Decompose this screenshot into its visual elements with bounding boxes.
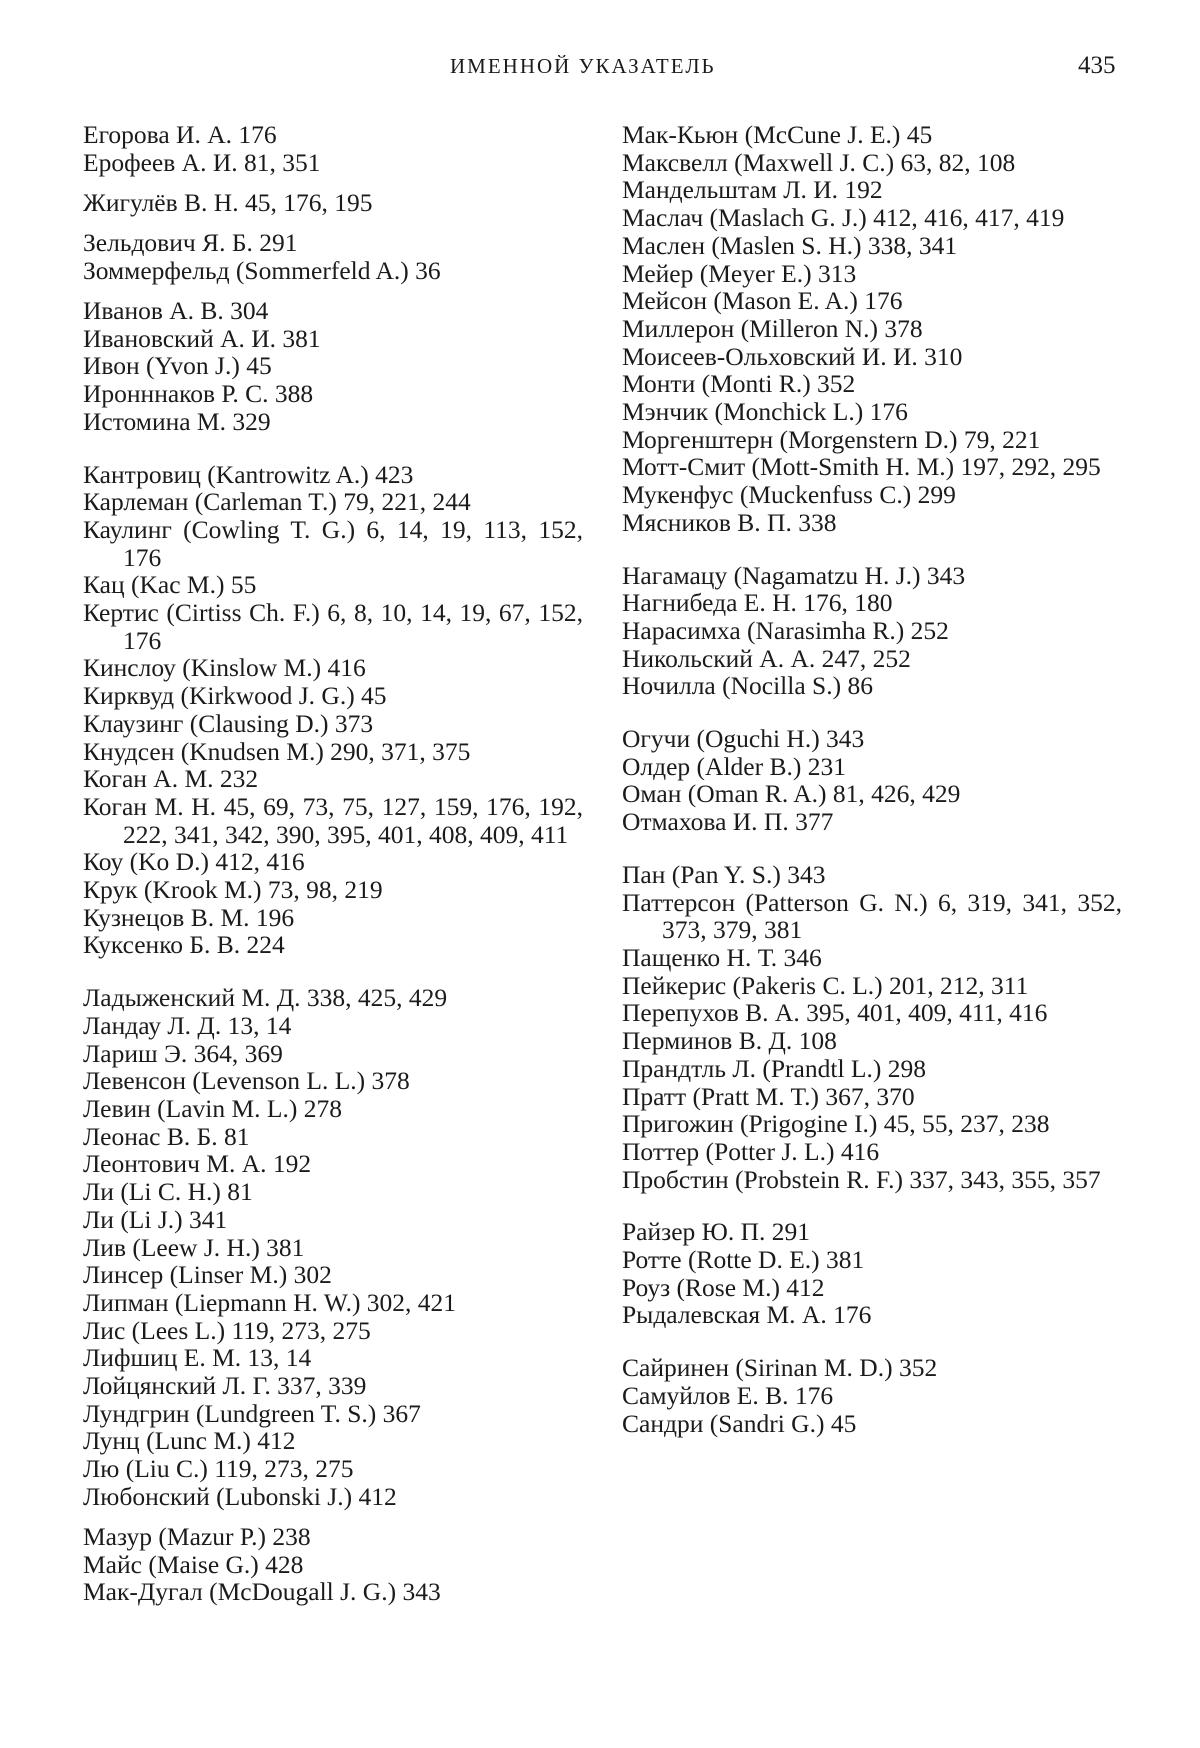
index-entry: Моисеев-Ольховский И. И. 310 bbox=[622, 341, 963, 371]
index-entry: Ерофеев А. И. 81, 351 bbox=[83, 147, 321, 177]
index-entry: Пратт (Pratt M. T.) 367, 370 bbox=[622, 1081, 915, 1111]
index-entry: Ночилла (Nocilla S.) 86 bbox=[622, 671, 873, 701]
index-entry: Истомина М. 329 bbox=[83, 406, 271, 436]
index-entry: Линсер (Linser M.) 302 bbox=[83, 1260, 332, 1290]
index-entry: Оман (Oman R. A.) 81, 426, 429 bbox=[622, 779, 961, 809]
index-entry: Кнудсен (Knudsen M.) 290, 371, 375 bbox=[83, 736, 471, 766]
index-entry: Маслен (Maslen S. H.) 338, 341 bbox=[622, 230, 958, 260]
letter-group-spacer bbox=[622, 1329, 1122, 1354]
index-entry: Мейсон (Mason E. A.) 176 bbox=[622, 286, 903, 316]
index-entry: Монти (Monti R.) 352 bbox=[622, 369, 856, 399]
index-entry: Мейер (Meyer E.) 313 bbox=[622, 258, 857, 288]
index-entry: Пащенко Н. Т. 346 bbox=[622, 942, 822, 972]
index-entry: Левин (Lavin M. L.) 278 bbox=[83, 1094, 342, 1123]
letter-group-spacer bbox=[83, 959, 583, 984]
index-entry: Мясников В. П. 338 bbox=[622, 507, 837, 537]
index-column-left bbox=[83, 121, 583, 1606]
index-entry: Лундгрин (Lundgreen T. S.) 367 bbox=[83, 1398, 421, 1428]
index-entry: Иванов А. В. 304 bbox=[83, 296, 269, 326]
index-entry: Коу (Ko D.) 412, 416 bbox=[83, 847, 305, 877]
index-entry: Олдер (Alder B.) 231 bbox=[622, 751, 846, 781]
index-entry: Ли (Li C. H.) 81 bbox=[83, 1177, 253, 1207]
index-entry: Кертис (Cirtiss Ch. F.) 6, 8, 10, 14, 19, 67, 152, 176 bbox=[83, 598, 583, 655]
index-entry: Нарасимха (Narasimha R.) 252 bbox=[622, 615, 949, 645]
index-entry: Ли (Li J.) 341 bbox=[83, 1204, 228, 1234]
index-entry: Ивановский А. И. 381 bbox=[83, 323, 321, 353]
index-entry: Лю (Liu C.) 119, 273, 275 bbox=[83, 1454, 354, 1484]
index-entry: Мазур (Mazur P.) 238 bbox=[83, 1522, 311, 1552]
index-entry: Пейкерис (Pakeris C. L.) 201, 212, 311 bbox=[622, 970, 1029, 1000]
index-entry: Сандри (Sandri G.) 45 bbox=[622, 1408, 857, 1438]
index-entry: Кантровиц (Kantrowitz A.) 423 bbox=[83, 459, 414, 489]
index-entry: Ладыженский М. Д. 338, 425, 429 bbox=[83, 983, 448, 1013]
letter-group-spacer bbox=[622, 1193, 1122, 1218]
index-entry: Клаузинг (Clausing D.) 373 bbox=[83, 708, 374, 738]
letter-group-spacer bbox=[622, 700, 1122, 725]
index-entry: Мотт-Смит (Mott-Smith H. M.) 197, 292, 295 bbox=[622, 452, 1101, 482]
index-entry: Моргенштерн (Morgenstern D.) 79, 221 bbox=[622, 424, 1041, 454]
index-entry: Мандельштам Л. И. 192 bbox=[622, 175, 883, 205]
index-entry: Пробстин (Probstein R. F.) 337, 343, 355, 357 bbox=[622, 1164, 1101, 1194]
index-entry: Иронннаков Р. С. 388 bbox=[83, 379, 314, 409]
index-entry: Лойцянский Л. Г. 337, 339 bbox=[83, 1371, 367, 1401]
index-entry: Прандтль Л. (Prandtl L.) 298 bbox=[622, 1053, 926, 1083]
index-entry: Майс (Maise G.) 428 bbox=[83, 1549, 304, 1579]
index-entry: Коган А. М. 232 bbox=[83, 764, 259, 794]
index-entry: Перепухов В. А. 395, 401, 409, 411, 416 bbox=[622, 998, 1048, 1028]
index-entry: Максвелл (Maxwell J. C.) 63, 82, 108 bbox=[622, 147, 1016, 177]
index-entry: Любонский (Lubonski J.) 412 bbox=[83, 1481, 397, 1511]
index-entry: Огучи (Oguchi H.) 343 bbox=[622, 724, 865, 754]
index-entry: Куксенко Б. В. 224 bbox=[83, 930, 285, 960]
index-entry: Роуз (Rose M.) 412 bbox=[622, 1272, 825, 1302]
index-entry: Егорова И. А. 176 bbox=[83, 120, 277, 149]
index-entry: Миллерон (Milleron N.) 378 bbox=[622, 313, 923, 343]
index-entry: Кирквуд (Kirkwood J. G.) 45 bbox=[83, 681, 387, 711]
index-entry: Отмахова И. П. 377 bbox=[622, 807, 834, 837]
index-entry: Лунц (Lunc M.) 412 bbox=[83, 1426, 296, 1456]
index-entry: Карлеман (Carleman T.) 79, 221, 244 bbox=[83, 487, 471, 517]
index-entry: Ивон (Yvon J.) 45 bbox=[83, 351, 272, 381]
index-entry: Мак-Дугал (McDougall J. G.) 343 bbox=[83, 1577, 441, 1607]
running-title: ИМЕННОЙ УКАЗАТЕЛЬ bbox=[450, 54, 716, 78]
index-entry: Никольский А. А. 247, 252 bbox=[622, 643, 911, 673]
index-entry: Ротте (Rotte D. E.) 381 bbox=[622, 1245, 865, 1275]
index-entry: Каулинг (Cowling T. G.) 6, 14, 19, 113, 152, 176 bbox=[83, 514, 583, 572]
index-entry: Лариш Э. 364, 369 bbox=[83, 1038, 283, 1068]
index-entry: Пригожин (Prigogine I.) 45, 55, 237, 238 bbox=[622, 1109, 1050, 1139]
index-entry: Кинслоу (Kinslow M.) 416 bbox=[83, 653, 366, 683]
index-entry: Лифшиц Е. М. 13, 14 bbox=[83, 1343, 312, 1373]
index-entry: Мэнчик (Monchick L.) 176 bbox=[622, 397, 908, 427]
index-entry: Зельдович Я. Б. 291 bbox=[83, 228, 298, 258]
page-header bbox=[0, 54, 1200, 94]
index-entry: Лив (Leew J. H.) 381 bbox=[83, 1232, 305, 1262]
index-entry: Нагнибеда Е. Н. 176, 180 bbox=[622, 588, 893, 618]
index-entry: Липман (Liepmann H. W.) 302, 421 bbox=[83, 1287, 457, 1317]
index-entry: Коган М. Н. 45, 69, 73, 75, 127, 159, 176, 192, 222, 341, 342, 390, 395, 401, 408, 409, 411 bbox=[83, 791, 583, 849]
index-entry: Паттерсон (Patterson G. N.) 6, 319, 341, 352, 373, 379, 381 bbox=[622, 887, 1122, 945]
index-entry: Левенсон (Levenson L. L.) 378 bbox=[83, 1066, 410, 1096]
index-column-right bbox=[622, 121, 1122, 1437]
index-entry: Леонас В. Б. 81 bbox=[83, 1121, 250, 1151]
index-entry: Ландау Л. Д. 13, 14 bbox=[83, 1010, 292, 1040]
index-entry: Сайринен (Sirinan M. D.) 352 bbox=[622, 1353, 938, 1383]
index-entry: Лис (Lees L.) 119, 273, 275 bbox=[83, 1315, 371, 1345]
letter-group-spacer bbox=[622, 836, 1122, 861]
letter-group-spacer bbox=[83, 436, 583, 461]
index-entry: Нагамацу (Nagamatzu H. J.) 343 bbox=[622, 560, 966, 590]
index-entry: Поттер (Potter J. L.) 416 bbox=[622, 1136, 880, 1166]
index-entry: Перминов В. Д. 108 bbox=[622, 1026, 837, 1056]
index-entry: Пан (Pan Y. S.) 343 bbox=[622, 859, 826, 889]
index-entry: Мак-Кьюн (McCune J. E.) 45 bbox=[622, 120, 933, 149]
index-entry: Леонтович М. А. 192 bbox=[83, 1149, 312, 1179]
letter-group-spacer bbox=[622, 537, 1122, 562]
index-entry: Кузнецов В. М. 196 bbox=[83, 902, 295, 932]
index-entry: Кац (Kac M.) 55 bbox=[83, 570, 257, 600]
index-entry: Рыдалевская М. А. 176 bbox=[622, 1300, 872, 1330]
index-entry: Жигулёв В. Н. 45, 176, 195 bbox=[83, 187, 373, 217]
index-entry: Самуйлов Е. В. 176 bbox=[622, 1380, 834, 1410]
index-entry: Маслач (Maslach G. J.) 412, 416, 417, 419 bbox=[622, 203, 1065, 233]
page-number: 435 bbox=[1078, 52, 1116, 79]
index-entry: Райзер Ю. П. 291 bbox=[622, 1217, 811, 1247]
index-entry: Крук (Krook M.) 73, 98, 219 bbox=[83, 875, 383, 905]
index-entry: Зоммерфельд (Sommerfeld A.) 36 bbox=[83, 255, 441, 285]
index-entry: Мукенфус (Muckenfuss C.) 299 bbox=[622, 480, 956, 510]
